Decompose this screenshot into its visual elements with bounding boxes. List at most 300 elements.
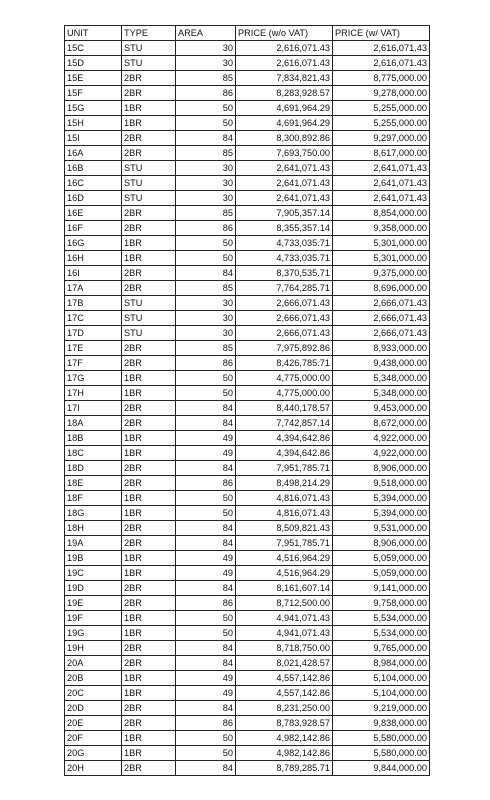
cell-price-with-vat: 5,104,000.00 <box>333 671 430 686</box>
cell-price-with-vat: 8,775,000.00 <box>333 71 430 86</box>
table-row <box>65 446 430 461</box>
cell-type: 1BR <box>122 116 176 131</box>
table-row <box>65 236 430 251</box>
cell-unit: 18G <box>65 506 122 521</box>
cell-type: 2BR <box>122 221 176 236</box>
cell-price-without-vat: 8,440,178.57 <box>236 401 333 416</box>
cell-type: 1BR <box>122 626 176 641</box>
cell-unit: 20G <box>65 746 122 761</box>
table-row <box>65 356 430 371</box>
cell-area: 84 <box>176 536 236 551</box>
cell-type: 2BR <box>122 356 176 371</box>
cell-type: 1BR <box>122 431 176 446</box>
cell-price-without-vat: 8,509,821.43 <box>236 521 333 536</box>
table-row <box>65 221 430 236</box>
cell-type: 2BR <box>122 206 176 221</box>
cell-area: 50 <box>176 236 236 251</box>
table-row <box>65 701 430 716</box>
cell-price-with-vat: 5,348,000.00 <box>333 371 430 386</box>
cell-unit: 20B <box>65 671 122 686</box>
cell-price-with-vat: 5,104,000.00 <box>333 686 430 701</box>
cell-area: 84 <box>176 656 236 671</box>
cell-price-without-vat: 7,742,857.14 <box>236 416 333 431</box>
cell-price-with-vat: 5,301,000.00 <box>333 251 430 266</box>
table-row <box>65 71 430 86</box>
cell-price-with-vat: 9,758,000.00 <box>333 596 430 611</box>
cell-price-with-vat: 9,358,000.00 <box>333 221 430 236</box>
table-row <box>65 146 430 161</box>
cell-area: 50 <box>176 371 236 386</box>
table-row <box>65 206 430 221</box>
cell-area: 84 <box>176 266 236 281</box>
table-row <box>65 311 430 326</box>
cell-type: 1BR <box>122 506 176 521</box>
cell-price-with-vat: 2,641,071.43 <box>333 176 430 191</box>
cell-unit: 17B <box>65 296 122 311</box>
unit-price-table <box>64 25 430 776</box>
table-row <box>65 326 430 341</box>
cell-area: 49 <box>176 671 236 686</box>
cell-price-without-vat: 8,712,500.00 <box>236 596 333 611</box>
cell-unit: 19B <box>65 551 122 566</box>
table-row <box>65 656 430 671</box>
cell-type: 2BR <box>122 266 176 281</box>
cell-area: 84 <box>176 401 236 416</box>
table-row <box>65 551 430 566</box>
cell-price-without-vat: 4,394,642.86 <box>236 431 333 446</box>
table-row <box>65 761 430 776</box>
cell-price-with-vat: 2,616,071.43 <box>333 41 430 56</box>
cell-price-with-vat: 5,580,000.00 <box>333 746 430 761</box>
table-row <box>65 686 430 701</box>
cell-price-without-vat: 4,394,642.86 <box>236 446 333 461</box>
cell-type: 2BR <box>122 71 176 86</box>
cell-type: 1BR <box>122 446 176 461</box>
cell-price-without-vat: 8,231,250.00 <box>236 701 333 716</box>
cell-type: STU <box>122 296 176 311</box>
cell-unit: 17E <box>65 341 122 356</box>
cell-unit: 15C <box>65 41 122 56</box>
cell-area: 50 <box>176 506 236 521</box>
cell-area: 85 <box>176 281 236 296</box>
cell-area: 86 <box>176 596 236 611</box>
cell-price-without-vat: 4,775,000.00 <box>236 371 333 386</box>
cell-area: 84 <box>176 701 236 716</box>
cell-area: 30 <box>176 176 236 191</box>
cell-price-without-vat: 2,641,071.43 <box>236 176 333 191</box>
cell-price-without-vat: 7,975,892.86 <box>236 341 333 356</box>
cell-price-without-vat: 4,816,071.43 <box>236 506 333 521</box>
cell-price-without-vat: 4,691,964.29 <box>236 101 333 116</box>
table-row <box>65 536 430 551</box>
cell-type: STU <box>122 161 176 176</box>
cell-unit: 17C <box>65 311 122 326</box>
cell-area: 30 <box>176 326 236 341</box>
table-row <box>65 41 430 56</box>
header-area: AREA <box>176 26 236 41</box>
cell-price-without-vat: 4,941,071.43 <box>236 611 333 626</box>
cell-type: 2BR <box>122 131 176 146</box>
table-row <box>65 266 430 281</box>
cell-unit: 18F <box>65 491 122 506</box>
cell-unit: 17A <box>65 281 122 296</box>
cell-type: 2BR <box>122 86 176 101</box>
cell-type: 1BR <box>122 371 176 386</box>
cell-price-with-vat: 9,518,000.00 <box>333 476 430 491</box>
cell-price-with-vat: 2,641,071.43 <box>333 161 430 176</box>
cell-area: 30 <box>176 296 236 311</box>
cell-price-without-vat: 8,370,535.71 <box>236 266 333 281</box>
cell-price-with-vat: 9,844,000.00 <box>333 761 430 776</box>
cell-type: 1BR <box>122 611 176 626</box>
cell-price-with-vat: 5,255,000.00 <box>333 101 430 116</box>
cell-price-with-vat: 2,666,071.43 <box>333 326 430 341</box>
cell-type: 2BR <box>122 656 176 671</box>
cell-unit: 20F <box>65 731 122 746</box>
cell-area: 86 <box>176 356 236 371</box>
cell-type: 1BR <box>122 386 176 401</box>
cell-area: 84 <box>176 641 236 656</box>
cell-price-without-vat: 4,516,964.29 <box>236 566 333 581</box>
cell-type: 2BR <box>122 536 176 551</box>
table-row <box>65 566 430 581</box>
cell-price-without-vat: 7,905,357.14 <box>236 206 333 221</box>
cell-type: 1BR <box>122 101 176 116</box>
cell-price-without-vat: 8,718,750.00 <box>236 641 333 656</box>
cell-type: 1BR <box>122 746 176 761</box>
table-row <box>65 416 430 431</box>
cell-area: 84 <box>176 581 236 596</box>
cell-price-with-vat: 8,933,000.00 <box>333 341 430 356</box>
cell-area: 30 <box>176 311 236 326</box>
cell-price-with-vat: 2,666,071.43 <box>333 311 430 326</box>
cell-price-with-vat: 2,666,071.43 <box>333 296 430 311</box>
table-row <box>65 131 430 146</box>
cell-type: 1BR <box>122 686 176 701</box>
cell-area: 86 <box>176 86 236 101</box>
cell-type: 1BR <box>122 491 176 506</box>
cell-area: 49 <box>176 446 236 461</box>
cell-price-with-vat: 5,059,000.00 <box>333 551 430 566</box>
table-row <box>65 491 430 506</box>
cell-price-without-vat: 8,161,607.14 <box>236 581 333 596</box>
cell-price-without-vat: 4,557,142.86 <box>236 686 333 701</box>
cell-price-without-vat: 4,982,142.86 <box>236 746 333 761</box>
cell-type: 2BR <box>122 281 176 296</box>
header-unit: UNIT <box>65 26 122 41</box>
cell-price-without-vat: 4,691,964.29 <box>236 116 333 131</box>
cell-price-without-vat: 8,789,285.71 <box>236 761 333 776</box>
cell-type: 1BR <box>122 551 176 566</box>
table-row <box>65 371 430 386</box>
cell-area: 50 <box>176 626 236 641</box>
cell-price-with-vat: 4,922,000.00 <box>333 446 430 461</box>
cell-price-with-vat: 9,278,000.00 <box>333 86 430 101</box>
cell-unit: 15E <box>65 71 122 86</box>
cell-unit: 17H <box>65 386 122 401</box>
cell-area: 30 <box>176 161 236 176</box>
table-row <box>65 296 430 311</box>
cell-price-with-vat: 9,297,000.00 <box>333 131 430 146</box>
cell-price-without-vat: 7,834,821.43 <box>236 71 333 86</box>
cell-price-with-vat: 9,438,000.00 <box>333 356 430 371</box>
table-row <box>65 746 430 761</box>
cell-price-with-vat: 5,534,000.00 <box>333 611 430 626</box>
cell-price-with-vat: 8,906,000.00 <box>333 461 430 476</box>
cell-unit: 17I <box>65 401 122 416</box>
cell-price-with-vat: 5,301,000.00 <box>333 236 430 251</box>
cell-price-with-vat: 5,255,000.00 <box>333 116 430 131</box>
table-row <box>65 116 430 131</box>
cell-price-with-vat: 9,453,000.00 <box>333 401 430 416</box>
table-row <box>65 596 430 611</box>
cell-type: 2BR <box>122 761 176 776</box>
cell-unit: 20H <box>65 761 122 776</box>
cell-price-without-vat: 2,616,071.43 <box>236 56 333 71</box>
table-row <box>65 506 430 521</box>
cell-area: 84 <box>176 521 236 536</box>
cell-price-without-vat: 8,283,928.57 <box>236 86 333 101</box>
cell-type: STU <box>122 41 176 56</box>
cell-area: 85 <box>176 146 236 161</box>
cell-area: 50 <box>176 491 236 506</box>
table-row <box>65 386 430 401</box>
cell-unit: 19C <box>65 566 122 581</box>
header-price-without-vat: PRICE (w/o VAT) <box>236 26 333 41</box>
cell-area: 86 <box>176 716 236 731</box>
cell-unit: 16H <box>65 251 122 266</box>
cell-unit: 15H <box>65 116 122 131</box>
cell-unit: 15D <box>65 56 122 71</box>
cell-unit: 18C <box>65 446 122 461</box>
cell-unit: 19D <box>65 581 122 596</box>
cell-price-with-vat: 2,641,071.43 <box>333 191 430 206</box>
cell-area: 84 <box>176 131 236 146</box>
cell-area: 86 <box>176 221 236 236</box>
cell-type: 2BR <box>122 701 176 716</box>
table-header-row <box>65 26 430 41</box>
cell-unit: 17G <box>65 371 122 386</box>
cell-unit: 19H <box>65 641 122 656</box>
cell-price-with-vat: 9,375,000.00 <box>333 266 430 281</box>
cell-area: 85 <box>176 341 236 356</box>
cell-area: 86 <box>176 476 236 491</box>
table-row <box>65 626 430 641</box>
cell-type: 1BR <box>122 236 176 251</box>
cell-type: STU <box>122 311 176 326</box>
cell-price-with-vat: 8,984,000.00 <box>333 656 430 671</box>
cell-area: 85 <box>176 71 236 86</box>
cell-price-without-vat: 8,021,428.57 <box>236 656 333 671</box>
cell-price-with-vat: 5,394,000.00 <box>333 506 430 521</box>
cell-unit: 16A <box>65 146 122 161</box>
cell-price-without-vat: 8,355,357.14 <box>236 221 333 236</box>
cell-type: 2BR <box>122 416 176 431</box>
cell-type: 2BR <box>122 461 176 476</box>
cell-area: 50 <box>176 101 236 116</box>
cell-area: 85 <box>176 206 236 221</box>
cell-price-with-vat: 8,672,000.00 <box>333 416 430 431</box>
cell-area: 50 <box>176 251 236 266</box>
cell-type: 1BR <box>122 671 176 686</box>
cell-price-without-vat: 4,557,142.86 <box>236 671 333 686</box>
cell-type: 2BR <box>122 401 176 416</box>
table-row <box>65 56 430 71</box>
cell-area: 30 <box>176 191 236 206</box>
cell-price-without-vat: 2,666,071.43 <box>236 296 333 311</box>
cell-price-without-vat: 4,816,071.43 <box>236 491 333 506</box>
table-row <box>65 731 430 746</box>
cell-price-with-vat: 8,854,000.00 <box>333 206 430 221</box>
cell-price-with-vat: 8,906,000.00 <box>333 536 430 551</box>
cell-unit: 15G <box>65 101 122 116</box>
table-row <box>65 431 430 446</box>
table-row <box>65 281 430 296</box>
table-row <box>65 401 430 416</box>
table-row <box>65 176 430 191</box>
cell-type: 1BR <box>122 566 176 581</box>
cell-price-with-vat: 8,696,000.00 <box>333 281 430 296</box>
cell-type: 2BR <box>122 476 176 491</box>
cell-unit: 19E <box>65 596 122 611</box>
table-body <box>65 41 430 776</box>
cell-price-without-vat: 4,775,000.00 <box>236 386 333 401</box>
cell-price-with-vat: 4,922,000.00 <box>333 431 430 446</box>
cell-type: 2BR <box>122 521 176 536</box>
price-sheet <box>64 25 429 776</box>
cell-unit: 19A <box>65 536 122 551</box>
cell-type: STU <box>122 176 176 191</box>
table-row <box>65 86 430 101</box>
cell-area: 50 <box>176 731 236 746</box>
cell-price-without-vat: 2,641,071.43 <box>236 191 333 206</box>
cell-area: 49 <box>176 551 236 566</box>
cell-unit: 18A <box>65 416 122 431</box>
cell-unit: 18B <box>65 431 122 446</box>
header-type: TYPE <box>122 26 176 41</box>
cell-area: 49 <box>176 431 236 446</box>
cell-area: 50 <box>176 611 236 626</box>
cell-type: STU <box>122 56 176 71</box>
table-row <box>65 341 430 356</box>
cell-unit: 18E <box>65 476 122 491</box>
cell-type: 2BR <box>122 596 176 611</box>
table-row <box>65 641 430 656</box>
cell-type: 2BR <box>122 716 176 731</box>
cell-price-without-vat: 8,783,928.57 <box>236 716 333 731</box>
cell-area: 84 <box>176 416 236 431</box>
cell-type: 2BR <box>122 146 176 161</box>
cell-unit: 16E <box>65 206 122 221</box>
cell-area: 49 <box>176 686 236 701</box>
cell-price-without-vat: 4,982,142.86 <box>236 731 333 746</box>
table-row <box>65 521 430 536</box>
cell-price-with-vat: 5,348,000.00 <box>333 386 430 401</box>
cell-price-without-vat: 8,498,214.29 <box>236 476 333 491</box>
table-row <box>65 581 430 596</box>
cell-type: 2BR <box>122 341 176 356</box>
cell-area: 50 <box>176 746 236 761</box>
cell-area: 50 <box>176 386 236 401</box>
table-row <box>65 461 430 476</box>
cell-unit: 20A <box>65 656 122 671</box>
cell-area: 49 <box>176 566 236 581</box>
header-price-with-vat: PRICE (w/ VAT) <box>333 26 430 41</box>
cell-area: 30 <box>176 56 236 71</box>
cell-price-with-vat: 9,765,000.00 <box>333 641 430 656</box>
cell-price-with-vat: 5,580,000.00 <box>333 731 430 746</box>
cell-price-with-vat: 9,838,000.00 <box>333 716 430 731</box>
cell-unit: 20E <box>65 716 122 731</box>
cell-price-with-vat: 5,394,000.00 <box>333 491 430 506</box>
cell-area: 30 <box>176 41 236 56</box>
cell-unit: 16F <box>65 221 122 236</box>
cell-type: STU <box>122 326 176 341</box>
cell-unit: 19G <box>65 626 122 641</box>
table-row <box>65 251 430 266</box>
cell-price-without-vat: 4,941,071.43 <box>236 626 333 641</box>
table-row <box>65 611 430 626</box>
cell-type: 2BR <box>122 581 176 596</box>
cell-price-without-vat: 7,764,285.71 <box>236 281 333 296</box>
cell-price-without-vat: 2,666,071.43 <box>236 311 333 326</box>
cell-price-without-vat: 7,951,785.71 <box>236 461 333 476</box>
table-row <box>65 716 430 731</box>
cell-price-without-vat: 4,516,964.29 <box>236 551 333 566</box>
table-row <box>65 101 430 116</box>
cell-area: 50 <box>176 116 236 131</box>
cell-price-without-vat: 4,733,035.71 <box>236 236 333 251</box>
cell-price-with-vat: 2,616,071.43 <box>333 56 430 71</box>
cell-unit: 19F <box>65 611 122 626</box>
cell-price-with-vat: 8,617,000.00 <box>333 146 430 161</box>
cell-price-without-vat: 2,666,071.43 <box>236 326 333 341</box>
cell-unit: 17F <box>65 356 122 371</box>
cell-type: 1BR <box>122 731 176 746</box>
cell-price-without-vat: 2,616,071.43 <box>236 41 333 56</box>
table-row <box>65 161 430 176</box>
cell-unit: 16D <box>65 191 122 206</box>
cell-price-without-vat: 8,300,892.86 <box>236 131 333 146</box>
cell-unit: 15I <box>65 131 122 146</box>
cell-unit: 16I <box>65 266 122 281</box>
cell-price-with-vat: 9,219,000.00 <box>333 701 430 716</box>
cell-unit: 15F <box>65 86 122 101</box>
cell-price-without-vat: 7,951,785.71 <box>236 536 333 551</box>
cell-price-with-vat: 5,059,000.00 <box>333 566 430 581</box>
cell-unit: 16G <box>65 236 122 251</box>
cell-unit: 17D <box>65 326 122 341</box>
cell-price-without-vat: 4,733,035.71 <box>236 251 333 266</box>
table-row <box>65 671 430 686</box>
cell-price-without-vat: 8,426,785.71 <box>236 356 333 371</box>
cell-area: 84 <box>176 761 236 776</box>
cell-price-without-vat: 2,641,071.43 <box>236 161 333 176</box>
cell-unit: 16C <box>65 176 122 191</box>
table-row <box>65 476 430 491</box>
cell-price-with-vat: 9,141,000.00 <box>333 581 430 596</box>
cell-price-with-vat: 9,531,000.00 <box>333 521 430 536</box>
cell-area: 84 <box>176 461 236 476</box>
cell-price-without-vat: 7,693,750.00 <box>236 146 333 161</box>
cell-unit: 16B <box>65 161 122 176</box>
cell-type: STU <box>122 191 176 206</box>
cell-unit: 20D <box>65 701 122 716</box>
cell-unit: 20C <box>65 686 122 701</box>
cell-type: 2BR <box>122 641 176 656</box>
table-row <box>65 191 430 206</box>
cell-price-with-vat: 5,534,000.00 <box>333 626 430 641</box>
